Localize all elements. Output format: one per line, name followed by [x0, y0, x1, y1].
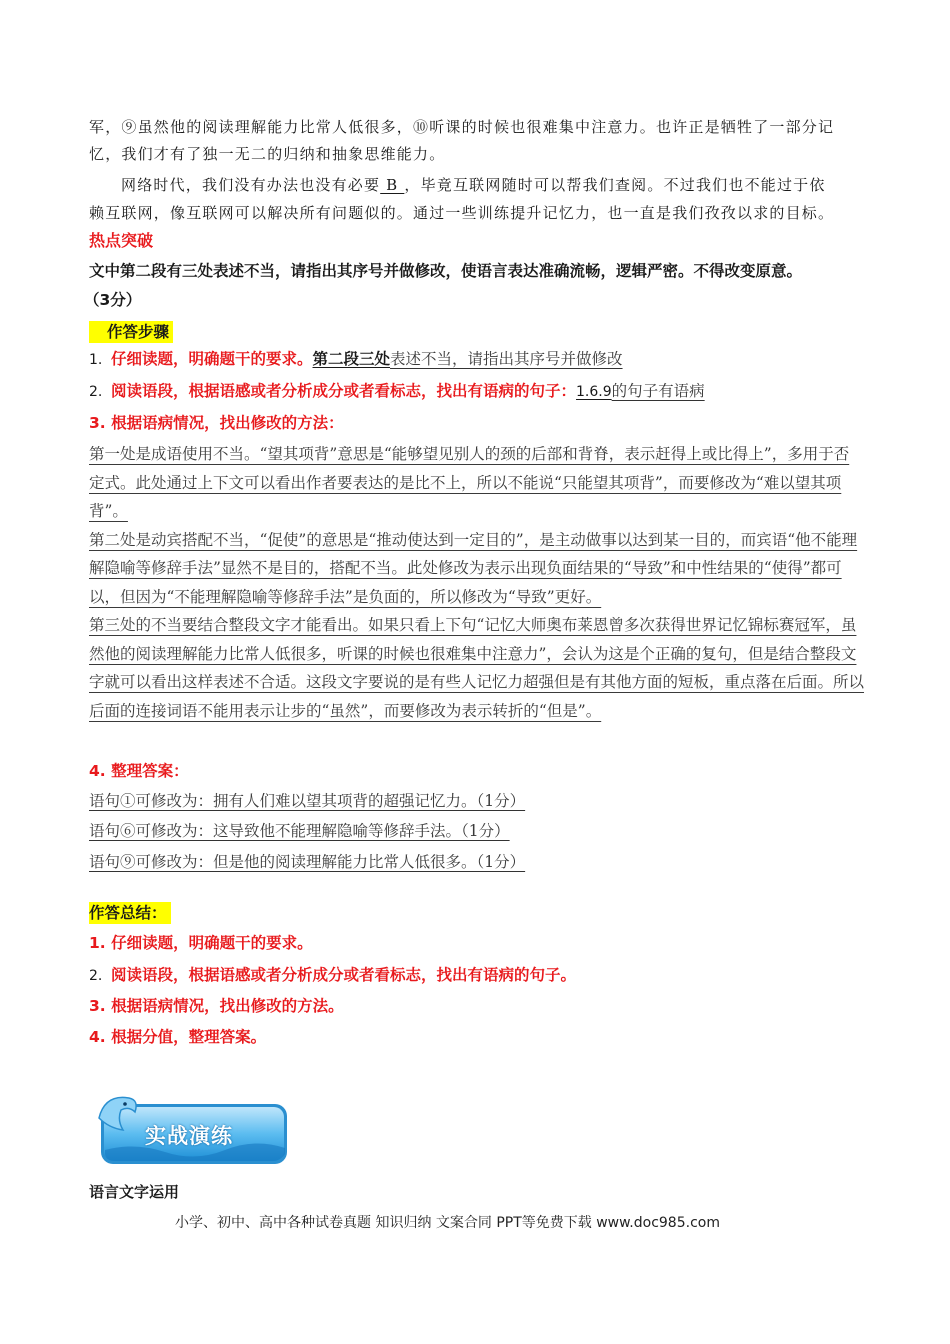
step-1-rest: 表述不当，请指出其序号并做修改	[390, 350, 623, 368]
explanation-2: 第二处是动宾搭配不当，“促使”的意思是“推动使达到一定目的”，是主动做事以达到某一目的，而宾语“他不能理解隐喻等修辞手法”显然不是目的，搭配不当。此处修改为表示出现负面结果的“导致”和中性结果的“使得”都可以，但因为“不能理解隐喻等修辞手法”是负面的，所以修改为“导致”更好。	[89, 530, 858, 606]
question-text: 文中第二段有三处表述不当，请指出其序号并做修改，使语言表达准确流畅，逻辑严密。不得改变原意。	[89, 262, 803, 280]
explanation-1: 第一处是成语使用不当。“望其项背”意思是“能够望见别人的颈的后部和背脊，表示赶得上或比得上”，多用于否定式。此处通过上下文可以看出作者要表达的是比不上，所以不能说“只能望其项背”，而要修改为“难以望其项背”。	[89, 445, 850, 520]
passage-line	[121, 174, 826, 196]
step-1-bold: 第二段三处	[312, 350, 391, 368]
summary-item: 1. 仔细读题，明确题干的要求。	[89, 934, 313, 952]
step-2-red: 阅读语段，根据语感或者分析成分或者看标志，找出有语病的句子：	[111, 382, 577, 400]
passage-line: 忆，我们才有了独一无二的归纳和抽象思维能力。	[89, 145, 446, 163]
step-2	[89, 380, 705, 403]
step-1-red: 仔细读题，明确题干的要求。	[111, 350, 313, 368]
passage-text: 网络时代，我们没有办法也没有必要	[121, 176, 381, 194]
answer-blank: B	[380, 176, 405, 194]
explanation-paragraph	[89, 611, 864, 725]
summary-item	[89, 964, 576, 987]
passage-line: 赖互联网，像互联网可以解决所有问题似的。通过一些训练提升记忆力，也一直是我们孜孜以求的目标。	[89, 204, 835, 222]
answer-line: 语句⑥可修改为：这导致他不能理解隐喻等修辞手法。（1分）	[89, 822, 510, 840]
passage-line: 军，⑨虽然他的阅读理解能力比常人低很多，⑩听课的时候也很难集中注意力。也许正是牺牲了一部分记	[89, 118, 835, 136]
hot-title: 热点突破	[89, 231, 154, 250]
answer-line: 语句①可修改为：拥有人们难以望其项背的超强记忆力。（1分）	[89, 792, 526, 810]
section-title: 语言文字运用	[89, 1183, 180, 1201]
summary-number: 2.	[89, 968, 103, 984]
explanation-paragraph	[89, 440, 864, 526]
answer-line: 语句⑨可修改为：但是他的阅读理解能力比常人低很多。（1分）	[89, 853, 526, 871]
practice-logo	[95, 1090, 290, 1170]
summary-item: 4. 根据分值，整理答案。	[89, 1028, 267, 1046]
summary-item: 3. 根据语病情况，找出修改的方法。	[89, 997, 344, 1015]
step-number: 2.	[89, 384, 103, 400]
summary-title: 作答总结：	[89, 902, 171, 924]
passage-text: ，毕竟互联网随时可以帮我们查阅。不过我们也不能过于依	[404, 176, 826, 194]
explanation-3: 第三处的不当要结合整段文字才能看出。如果只看上下句“记忆大师奥布莱恩曾多次获得世界记忆锦标赛冠军，虽然他的阅读理解能力比常人低很多，听课的时候也很难集中注意力”，会认为这是个正确的复句，但是结合整段文字就可以看出这样表述不合适。这段文字要说的是有些人记忆力超强但是有其他方面的短板，重点落在后面。所以后面的连接词语不能用表示让步的“虽然”，而要修改为表示转折的“但是”。	[89, 616, 865, 720]
step-2-numbers: 1.6.9	[576, 384, 612, 400]
page-footer: 小学、初中、高中各种试卷真题 知识归纳 文案合同 PPT等免费下载 www.doc985.com	[175, 1215, 720, 1231]
step-number: 1.	[89, 352, 103, 368]
question-score: （3分）	[84, 291, 142, 309]
explanation-block	[89, 440, 864, 725]
step-1	[89, 348, 623, 371]
explanation-paragraph	[89, 526, 864, 612]
steps-title: 作答步骤	[89, 321, 173, 343]
logo-text: 实战演练	[145, 1124, 233, 1148]
step-2-rest: 的句子有语病	[611, 382, 705, 400]
step-4: 4. 整理答案：	[89, 762, 189, 780]
summary-text: 阅读语段，根据语感或者分析成分或者看标志，找出有语病的句子。	[111, 966, 577, 984]
step-3: 3. 根据语病情况，找出修改的方法：	[89, 414, 344, 432]
